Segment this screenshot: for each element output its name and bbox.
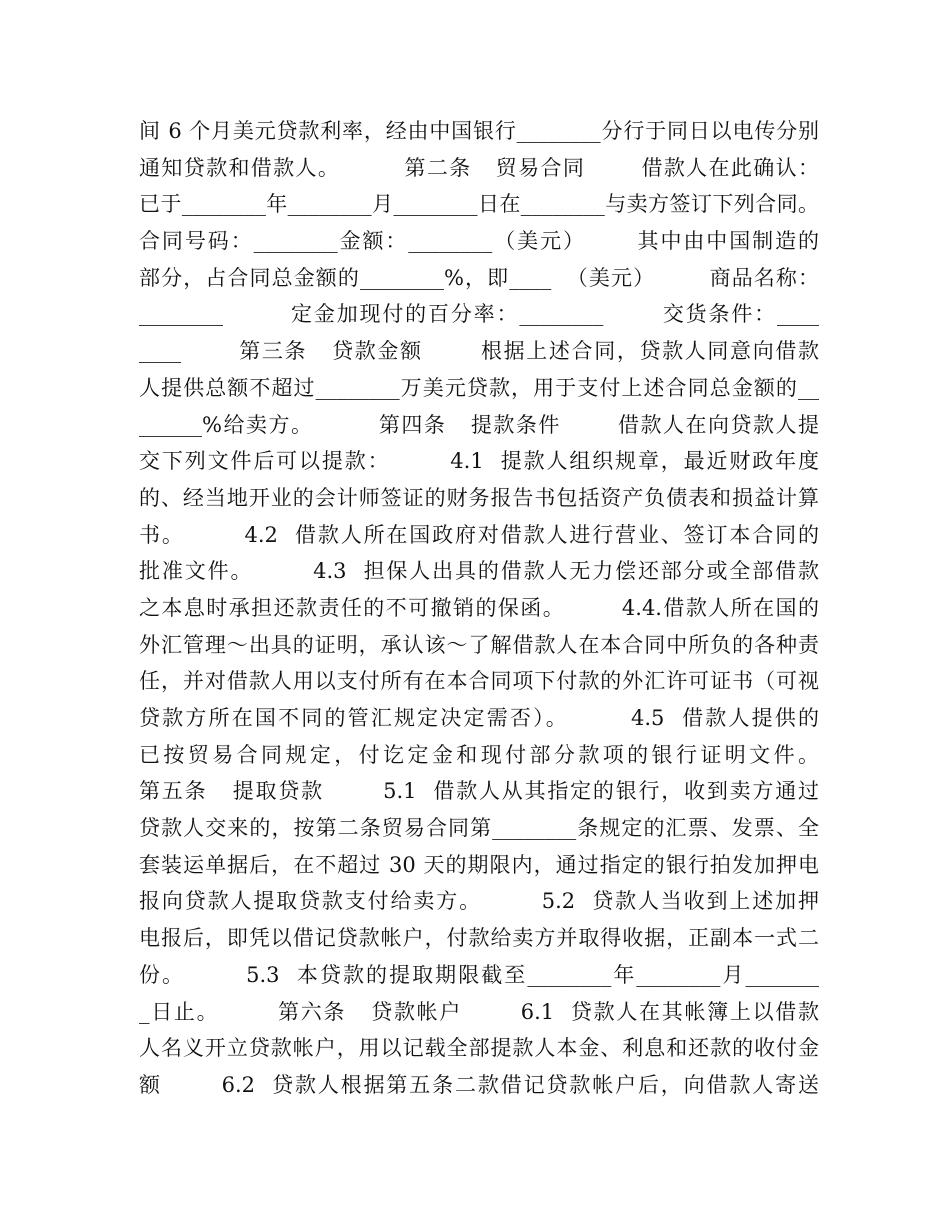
document-body: [139, 113, 819, 1104]
text-line: 任，并对借款人用以支付所有在本合同项下付款的外汇许可证书（可视: [139, 669, 819, 694]
text-line: 额 6.2 贷款人根据第五条二款借记贷款帐户后，向借款人寄送: [139, 1072, 819, 1097]
text-line: ________ 定金加现付的百分率：________ 交货条件：____: [139, 302, 819, 327]
text-line: 份。 5.3 本贷款的提取期限截至________年________月_______: [139, 962, 819, 987]
text-line: 人名义开立贷款帐户，用以记载全部提款人本金、利息和还款的收付金: [139, 1036, 819, 1061]
text-line: 贷款人交来的，按第二条贸易合同第________条规定的汇票、发票、全: [139, 816, 819, 841]
text-line: 书。 4.2 借款人所在国政府对借款人进行营业、签订本合同的: [139, 522, 819, 547]
text-line: 电报后，即凭以借记贷款帐户，付款给卖方并取得收据，正副本一式二: [139, 926, 819, 951]
text-line: 批准文件。 4.3 担保人出具的借款人无力偿还部分或全部借款: [139, 559, 819, 584]
text-line: 贷款方所在国不同的管汇规定决定需否）。 4.5 借款人提供的: [139, 706, 819, 730]
text-line: 交下列文件后可以提款： 4.1 提款人组织规章，最近财政年度: [139, 449, 819, 474]
text-line: 第五条 提取贷款 5.1 借款人从其指定的银行，收到卖方通过: [139, 779, 819, 804]
text-line: _日止。 第六条 贷款帐户 6.1 贷款人在其帐簿上以借款: [139, 999, 819, 1024]
text-line: 已于________年________月________日在________与卖方签订下列合同。: [139, 192, 819, 217]
text-line: 报向贷款人提取贷款支付给卖方。 5.2 贷款人当收到上述加押: [139, 889, 819, 914]
text-line: 套装运单据后，在不超过 30 天的期限内，通过指定的银行拍发加押电: [139, 852, 819, 877]
text-line: 已按贸易合同规定，付讫定金和现付部分款项的银行证明文件。: [139, 742, 819, 767]
text-line: 外汇管理～出具的证明，承认该～了解借款人在本合同中所负的各种责: [139, 632, 819, 657]
text-line: 部分，占合同总金额的________%，即____ （美元） 商品名称：: [139, 265, 819, 290]
text-line: ______%给卖方。 第四条 提款条件 借款人在向贷款人提: [139, 412, 819, 437]
text-line: 通知贷款和借款人。 第二条 贸易合同 借款人在此确认：: [139, 155, 819, 180]
text-line: 的、经当地开业的会计师签证的财务报告书包括资产负债表和损益计算: [139, 485, 819, 510]
text-line: 间 6 个月美元贷款利率，经由中国银行________分行于同日以电传分别: [139, 119, 819, 143]
text-line: 合同号码：________金额：________（美元） 其中由中国制造的: [139, 229, 819, 254]
text-line: 之本息时承担还款责任的不可撤销的保函。 4.4.借款人所在国的: [139, 595, 819, 620]
text-line: ____ 第三条 贷款金额 根据上述合同，贷款人同意向借款: [139, 339, 819, 364]
text-line: 人提供总额不超过________万美元贷款，用于支付上述合同总金额的__: [139, 375, 819, 400]
